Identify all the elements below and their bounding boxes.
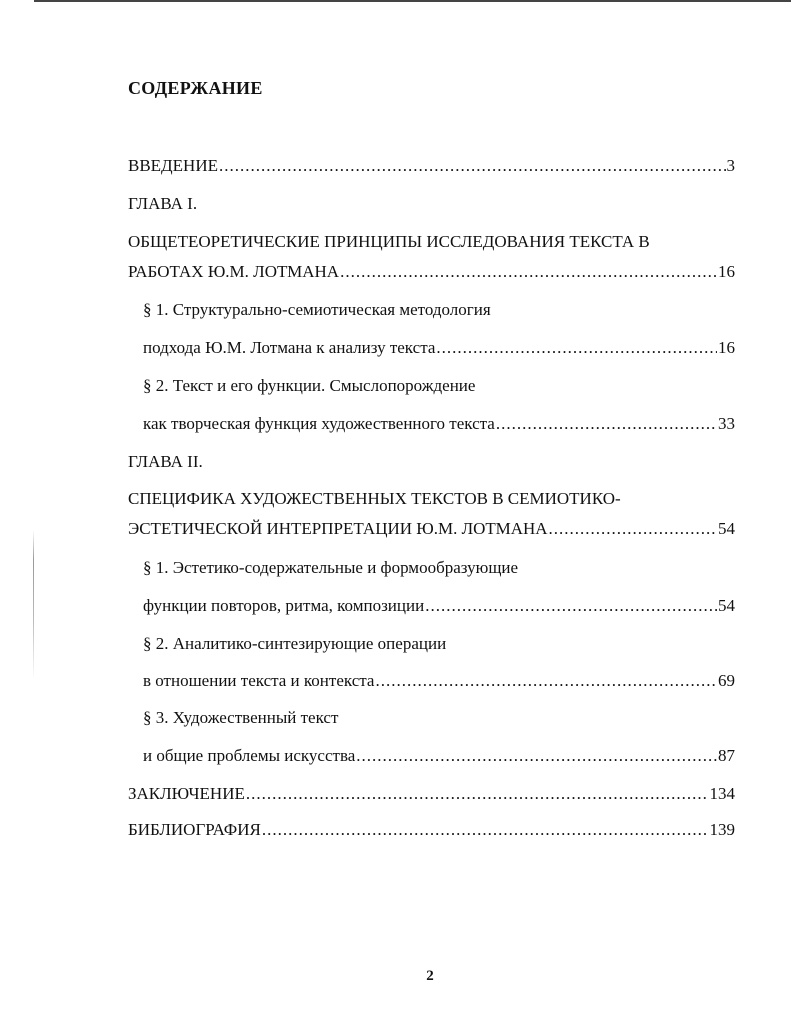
section-1-1-line2: подхода Ю.М. Лотмана к анализу текста <box>143 338 436 357</box>
chapter-1-title-line2: РАБОТАХ Ю.М. ЛОТМАНА <box>128 262 340 281</box>
toc-entry-page: 134 <box>709 784 735 803</box>
dot-leader <box>340 261 717 283</box>
dot-leader <box>262 819 709 841</box>
toc-entry-page: 69 <box>718 671 735 690</box>
toc-entry-section-2-2 <box>143 670 735 692</box>
dot-leader <box>375 670 717 692</box>
section-1-2-line2: как творческая функция художественного текста <box>143 414 495 433</box>
page-number: 2 <box>426 968 434 984</box>
toc-entry-page: 87 <box>718 746 735 765</box>
scan-top-rule <box>34 0 791 2</box>
chapter-1-title-line1: ОБЩЕТЕОРЕТИЧЕСКИЕ ПРИНЦИПЫ ИССЛЕДОВАНИЯ ТЕКСТА В <box>128 232 650 251</box>
toc-entry-title: БИБЛИОГРАФИЯ <box>128 820 261 839</box>
chapter-2-label: ГЛАВА II. <box>128 452 203 471</box>
toc-entry-page: 16 <box>718 262 735 281</box>
toc-entry-page: 139 <box>709 820 735 839</box>
scan-edge-mark <box>33 530 34 680</box>
section-2-3-line1: § 3. Художественный текст <box>143 708 339 727</box>
toc-entry-intro <box>128 155 735 177</box>
dot-leader <box>219 155 726 177</box>
toc-entry-conclusion <box>128 783 735 805</box>
dot-leader <box>246 783 709 805</box>
toc-entry-title: ЗАКЛЮЧЕНИЕ <box>128 784 245 803</box>
toc-entry-section-2-1 <box>143 595 735 617</box>
toc-entry-bibliography <box>128 819 735 841</box>
section-2-1-line2: функции повторов, ритма, композиции <box>143 596 425 615</box>
section-2-2-line1: § 2. Аналитико-синтезирующие операции <box>143 634 447 653</box>
section-1-1-line1: § 1. Структурально-семиотическая методология <box>143 300 491 319</box>
section-1-2-line1: § 2. Текст и его функции. Смыслопорождение <box>143 376 476 395</box>
toc-entry-page: 16 <box>718 338 735 357</box>
page-title: СОДЕРЖАНИЕ <box>128 78 263 98</box>
toc-entry-page: 3 <box>726 156 735 175</box>
dot-leader <box>549 518 717 540</box>
toc-entry-title: ВВЕДЕНИЕ <box>128 156 218 175</box>
toc-entry-page: 54 <box>718 519 735 538</box>
dot-leader <box>436 337 717 359</box>
section-2-2-line2: в отношении текста и контекста <box>143 671 375 690</box>
toc-entry-chapter-2 <box>128 518 735 540</box>
dot-leader <box>425 595 717 617</box>
section-2-3-line2: и общие проблемы искусства <box>143 746 356 765</box>
toc-entry-chapter-1 <box>128 261 735 283</box>
dot-leader <box>356 745 717 767</box>
dot-leader <box>496 413 717 435</box>
chapter-2-title-line1: СПЕЦИФИКА ХУДОЖЕСТВЕННЫХ ТЕКСТОВ В СЕМИОТИКО- <box>128 489 621 508</box>
toc-entry-section-1-2 <box>143 413 735 435</box>
toc-entry-section-1-1 <box>143 337 735 359</box>
toc-entry-page: 54 <box>718 596 735 615</box>
section-2-1-line1: § 1. Эстетико-содержательные и формообразующие <box>143 558 519 577</box>
chapter-1-label: ГЛАВА I. <box>128 194 198 213</box>
toc-entry-section-2-3 <box>143 745 735 767</box>
toc-entry-page: 33 <box>718 414 735 433</box>
chapter-2-title-line2: ЭСТЕТИЧЕСКОЙ ИНТЕРПРЕТАЦИИ Ю.М. ЛОТМАНА <box>128 519 548 538</box>
